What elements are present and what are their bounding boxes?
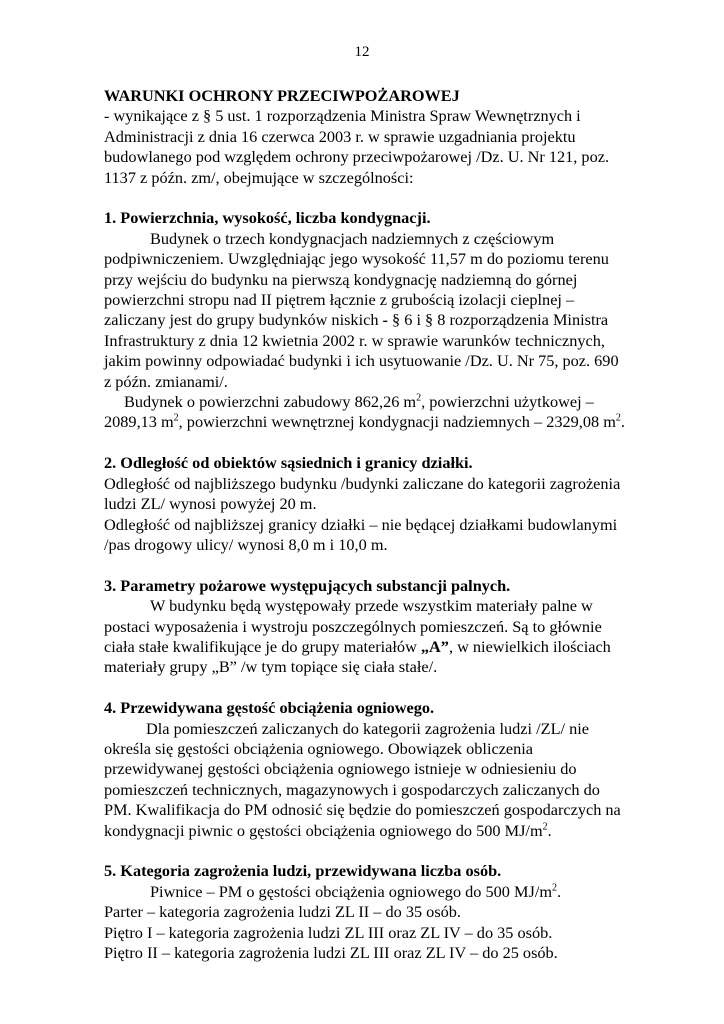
usable-area-value: 2089,13 m: [104, 412, 174, 432]
section-5: [104, 861, 664, 963]
section-2-line: Odległość od najbliższej granicy działki – nie będącej działkami budowlanymi: [104, 514, 618, 534]
section-3-line: materiały grupy „B” /w tym topiące się ciała stałe/.: [104, 657, 438, 677]
section-3-text: , w niewielkich ilościach: [448, 636, 611, 656]
period: .: [557, 881, 562, 901]
document-body: [104, 86, 664, 963]
intro-line: 1137 z późn. zm/, obejmujące w szczególności:: [104, 167, 414, 187]
section-4-line: Dla pomieszczeń zaliczanych do kategorii zagrożenia ludzi /ZL/ nie: [146, 718, 590, 738]
superscript: 2: [552, 882, 558, 894]
section-3-line: postaci wyposażenia i wystroju poszczególnych pomieszczeń. Są to głównie: [104, 616, 602, 636]
superscript: 2: [542, 821, 548, 833]
section-2-line: ludzi ZL/ wynosi powyżej 20 m.: [104, 494, 317, 514]
section-1-area-line: [104, 412, 664, 432]
intro-line: Administracji z dnia 16 czerwca 2003 r. w sprawie uzgadniania projektu: [104, 126, 576, 146]
section-5-line: Piętro II – kategoria zagrożenia ludzi ZL III oraz ZL IV – do 25 osób.: [104, 942, 558, 962]
document-title: WARUNKI OCHRONY PRZECIWPOŻAROWEJ: [104, 86, 460, 105]
section-4-heading: 4. Przewidywana gęstość obciążenia ogniowego.: [104, 698, 435, 718]
period: .: [547, 820, 552, 840]
material-group-a: „A”: [420, 636, 449, 656]
superscript: 2: [416, 392, 422, 404]
section-4: [104, 698, 664, 841]
period: .: [620, 412, 625, 432]
intro-line: budowlanego pod względem ochrony przeciwpożarowej /Dz. U. Nr 121, poz.: [104, 147, 610, 167]
section-1: [104, 208, 664, 432]
superscript: 2: [173, 413, 179, 425]
section-5-line: [104, 882, 664, 902]
built-area-text: Budynek o powierzchni zabudowy 862,26 m: [124, 392, 417, 412]
section-3-line: W budynku będą występowały przede wszystkim materiały palne w: [150, 596, 593, 616]
section-5-line: Piętro I – kategoria zagrożenia ludzi ZL III oraz ZL IV – do 35 osób.: [104, 922, 553, 942]
section-4-line: [104, 821, 664, 841]
section-1-line: Infrastruktury z dnia 12 kwietnia 2002 r. w sprawie warunków technicznych,: [104, 330, 605, 350]
section-4-line: PM. Kwalifikacja do PM odnosić się będzie do pomieszczeń gospodarczych na: [104, 800, 621, 820]
section-2-heading: 2. Odległość od obiektów sąsiednich i granicy działki.: [104, 453, 473, 473]
section-3-heading: 3. Parametry pożarowe występujących substancji palnych.: [104, 575, 511, 595]
section-3-text: ciała stałe kwalifikujące je do grupy materiałów: [104, 636, 421, 656]
section-4-line: określa się gęstości obciążenia ogniowego. Obowiązek obliczenia: [104, 738, 534, 758]
section-5-line: Parter – kategoria zagrożenia ludzi ZL II – do 35 osób.: [104, 902, 462, 922]
intro-line: - wynikające z § 5 ust. 1 rozporządzenia Ministra Spraw Wewnętrznych i: [104, 106, 581, 126]
section-2: [104, 453, 664, 555]
intro-paragraph: [104, 106, 664, 188]
section-1-text: § 6 i § 8 rozporządzenia Ministra: [387, 310, 609, 330]
usable-area-text: , powierzchni użytkowej –: [421, 392, 594, 412]
section-4-line: przewidywanej gęstości obciążenia ogniowego istnieje w odniesieniu do: [104, 759, 577, 779]
section-2-line: /pas drogowy ulicy/ wynosi 8,0 m i 10,0 m.: [104, 534, 388, 554]
basement-text: Piwnice – PM o gęstości obciążenia ogniowego do 500 MJ/m: [150, 881, 553, 901]
section-1-line: [104, 310, 664, 330]
section-4-line: pomieszczeń technicznych, magazynowych i gospodarczych zaliczanych do: [104, 779, 600, 799]
section-1-heading: 1. Powierzchnia, wysokość, liczba kondygnacji.: [104, 208, 431, 228]
section-1-line: podpiwniczeniem. Uwzględniając jego wysokość 11,57 m do poziomu terenu: [104, 249, 609, 269]
section-4-text: kondygnacji piwnic o gęstości obciążenia ogniowego do 500 MJ/m: [104, 820, 543, 840]
section-1-line: przy wejściu do budynku na pierwszą kondygnację nadziemną do górnej: [104, 269, 578, 289]
section-1-area-line: [104, 392, 664, 412]
section-1-line: z późn. zmianami/.: [104, 371, 228, 391]
section-1-line: powierzchni stropu nad II piętrem łącznie z grubością izolacji cieplnej –: [104, 290, 575, 310]
section-1-dash: -: [382, 310, 388, 330]
superscript: 2: [615, 413, 621, 425]
section-5-heading: 5. Kategoria zagrożenia ludzi, przewidywana liczba osób.: [104, 861, 502, 881]
page-number: 12: [354, 44, 370, 60]
section-2-line: Odległość od najbliższego budynku /budynki zaliczane do kategorii zagrożenia: [104, 473, 621, 493]
section-3-line: [104, 637, 664, 657]
section-1-line: jakim powinny odpowiadać budynki i ich usytuowanie /Dz. U. Nr 75, poz. 690: [104, 351, 619, 371]
section-1-line: Budynek o trzech kondygnacjach nadziemnych z częściowym: [150, 228, 555, 248]
section-1-text: zaliczany jest do grupy budynków niskich: [104, 310, 383, 330]
internal-area-text: , powierzchni wewnętrznej kondygnacji nadziemnych – 2329,08 m: [178, 412, 616, 432]
section-3: [104, 576, 664, 678]
